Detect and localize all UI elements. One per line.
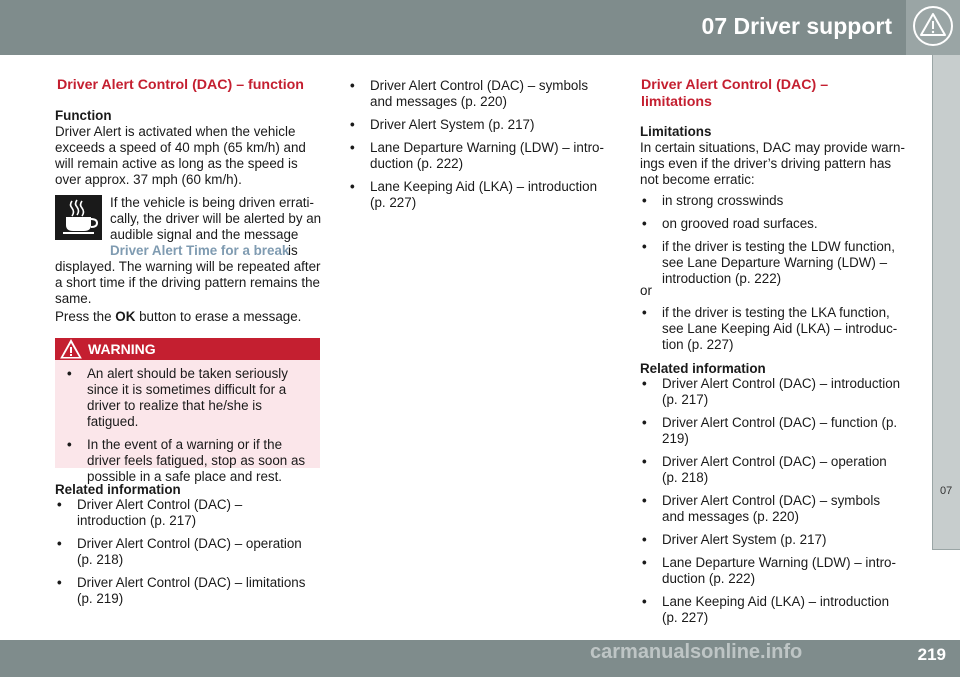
list-item: • in strong crosswinds: [642, 193, 784, 208]
related-link[interactable]: Driver Alert Control (DAC) – operation (p. 218): [662, 454, 887, 485]
alert-message-text: Driver Alert Time for a break: [110, 243, 290, 258]
page-header: [0, 0, 960, 55]
warning-item-text: In the event of a warning or if the driver feels fatigued, stop as soon as possible in a safe place and rest.: [87, 437, 306, 484]
warning-header: [55, 338, 320, 360]
related-heading-right: Related information: [640, 361, 766, 376]
list-item[interactable]: • Lane Departure Warning (LDW) – intro-duction (p. 222): [350, 140, 604, 171]
limitation-text: if the driver is testing the LDW function, see Lane Departure Warning (LDW) – introduction (p. 222): [662, 239, 895, 286]
list-item[interactable]: • Driver Alert Control (DAC) – introduction (p. 217): [642, 376, 901, 407]
warning-triangle-icon: [912, 5, 954, 47]
alert-text: If the vehicle is being driven errati-cally, the driver will be alerted by an audible signal and the message: [110, 195, 322, 242]
alert-text-cont: is displayed. The warning will be repeated after a short time if the driving pattern remains the same.: [55, 243, 321, 306]
chapter-side-tab: [932, 55, 960, 550]
list-item[interactable]: • Driver Alert Control (DAC) – operation (p. 218): [57, 536, 302, 567]
list-item[interactable]: • Lane Keeping Aid (LKA) – introduction (p. 227): [350, 179, 598, 210]
alert-paragraph-b: [55, 243, 323, 307]
list-item[interactable]: • Driver Alert Control (DAC) – symbols and messages (p. 220): [350, 78, 589, 109]
limitation-text: on grooved road surfaces.: [662, 216, 818, 231]
warning-item-text: An alert should be taken seriously since it is sometimes difficult for a driver to realize that he/she is fatigued.: [87, 366, 288, 429]
related-link[interactable]: Lane Departure Warning (LDW) – intro-duction (p. 222): [370, 140, 604, 171]
related-link[interactable]: Lane Departure Warning (LDW) – intro-duction (p. 222): [662, 555, 896, 586]
list-item[interactable]: • Driver Alert System (p. 217): [642, 532, 827, 547]
related-link[interactable]: Driver Alert Control (DAC) – operation (p. 218): [77, 536, 302, 567]
list-item[interactable]: • Driver Alert System (p. 217): [350, 117, 535, 132]
limitation-text: if the driver is testing the LKA function, see Lane Keeping Aid (LKA) – introduc-tion (p. 227): [662, 305, 898, 352]
warning-title: WARNING: [88, 341, 156, 357]
limitations-subheading: Limitations: [640, 124, 712, 139]
related-heading-left: Related information: [55, 482, 181, 497]
chapter-title: 07 Driver support: [701, 13, 892, 39]
page-number: 219: [917, 645, 946, 664]
warning-list: [65, 366, 313, 492]
limitations-list: [640, 193, 902, 294]
related-link[interactable]: Driver Alert System (p. 217): [370, 117, 535, 132]
header-icon-box: [906, 0, 960, 55]
press-text-end: button to erase a message.: [135, 309, 302, 324]
related-link[interactable]: Lane Keeping Aid (LKA) – introduction (p. 227): [370, 179, 598, 210]
press-text: Press the: [55, 309, 116, 324]
related-link[interactable]: Driver Alert System (p. 217): [662, 532, 827, 547]
related-link[interactable]: Driver Alert Control (DAC) – symbols and messages (p. 220): [662, 493, 881, 524]
related-link[interactable]: Driver Alert Control (DAC) – introduction (p. 217): [77, 497, 243, 528]
related-list-left: [55, 497, 315, 614]
or-text: or: [640, 283, 652, 298]
section-heading-function: Driver Alert Control (DAC) – function: [57, 77, 304, 93]
related-link[interactable]: Driver Alert Control (DAC) – function (p. 219): [662, 415, 898, 446]
press-ok-paragraph: [55, 309, 325, 325]
page-footer: [0, 640, 960, 677]
function-paragraph: Driver Alert is activated when the vehicle exceeds a speed of 40 mph (65 km/h) and will remain active as long as the speed is over approx. 37 mph (60 km/h).: [55, 124, 306, 187]
related-link[interactable]: Driver Alert Control (DAC) – limitations (p. 219): [77, 575, 306, 606]
chapter-tab-label: 07: [940, 485, 953, 497]
limitations-intro: In certain situations, DAC may provide warn-ings even if the driver’s driving pattern has not become erratic:: [640, 140, 905, 187]
list-item[interactable]: • Driver Alert Control (DAC) – introduction (p. 217): [57, 497, 243, 528]
related-link[interactable]: Driver Alert Control (DAC) – introduction (p. 217): [662, 376, 901, 407]
list-item: • In the event of a warning or if the driver feels fatigued, stop as soon as possible in a safe place and rest.: [67, 437, 306, 484]
list-item[interactable]: • Driver Alert Control (DAC) – symbols and messages (p. 220): [642, 493, 881, 524]
watermark: carmanualsonline.info: [590, 641, 803, 663]
warning-box: [55, 338, 320, 484]
related-link[interactable]: Lane Keeping Aid (LKA) – introduction (p. 227): [662, 594, 890, 625]
limitation-text: in strong crosswinds: [662, 193, 784, 208]
related-link[interactable]: Driver Alert Control (DAC) – symbols and messages (p. 220): [370, 78, 589, 109]
related-list-middle: [348, 78, 610, 218]
function-subheading: Function: [55, 108, 112, 123]
section-heading-limitations: Driver Alert Control (DAC) – limitations: [641, 77, 829, 110]
list-item[interactable]: • Driver Alert Control (DAC) – limitations (p. 219): [57, 575, 306, 606]
list-item: • if the driver is testing the LKA function, see Lane Keeping Aid (LKA) – introduc-tion (p. 227): [642, 305, 898, 352]
coffee-cup-icon: [55, 195, 102, 240]
warning-triangle-icon: [60, 339, 82, 359]
list-item[interactable]: • Lane Keeping Aid (LKA) – introduction (p. 227): [642, 594, 890, 625]
list-item[interactable]: • Driver Alert Control (DAC) – operation (p. 218): [642, 454, 887, 485]
list-item: • on grooved road surfaces.: [642, 216, 818, 231]
list-item: • if the driver is testing the LDW function, see Lane Departure Warning (LDW) – introduction (p. 222): [642, 239, 895, 286]
ok-button-label: OK: [115, 309, 136, 324]
limitations-list-2: [640, 305, 902, 360]
list-item[interactable]: • Driver Alert Control (DAC) – function (p. 219): [642, 415, 898, 446]
list-item[interactable]: • Lane Departure Warning (LDW) – intro-duction (p. 222): [642, 555, 896, 586]
list-item: • An alert should be taken seriously since it is sometimes difficult for a driver to realize that he/she is fatigued.: [67, 366, 288, 429]
related-list-right: [640, 376, 902, 633]
